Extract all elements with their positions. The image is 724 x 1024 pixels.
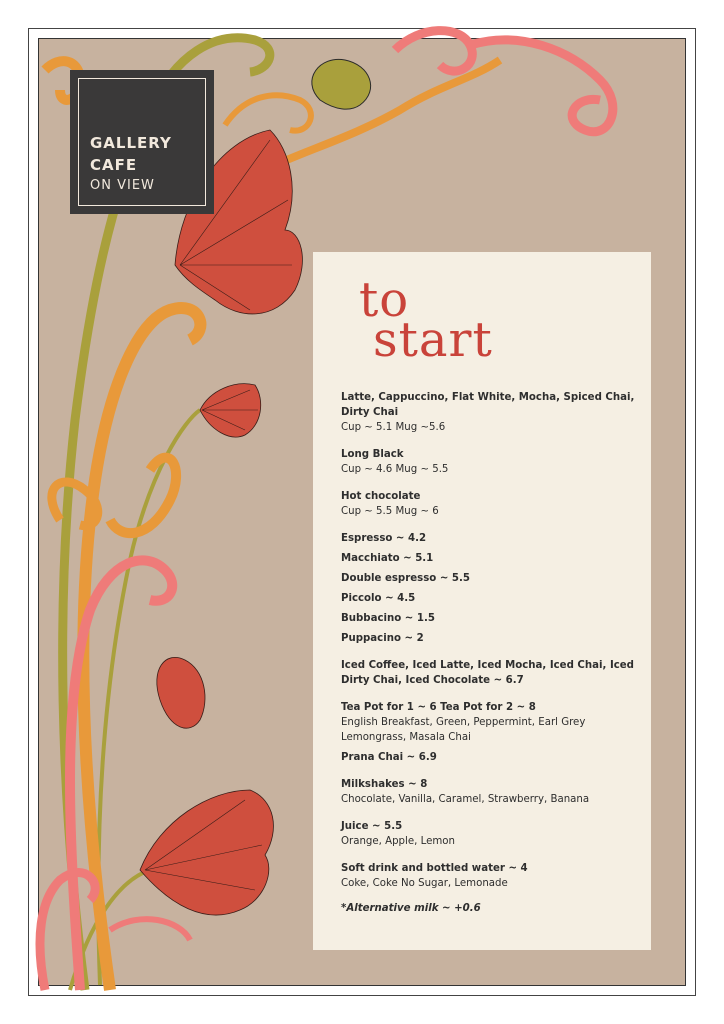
menu-item-name: Latte, Cappuccino, Flat White, Mocha, Spiced Chai, Dirty Chai — [341, 392, 635, 418]
menu-item — [341, 861, 641, 891]
menu-item-name: Milkshakes ~ 8 — [341, 779, 428, 790]
menu-item-name: Hot chocolate — [341, 491, 421, 502]
menu-item-detail: Chocolate, Vanilla, Caramel, Strawberry, Banana — [341, 794, 590, 805]
menu-item — [341, 819, 641, 849]
menu-item — [341, 611, 641, 626]
menu-item-name: Iced Coffee, Iced Latte, Iced Mocha, Iced Chai, Iced Dirty Chai, Iced Chocolate ~ 6.7 — [341, 660, 634, 686]
orange-swirl-low — [110, 458, 176, 534]
menu-item-name: Puppacino ~ 2 — [341, 633, 424, 644]
menu-item — [341, 658, 641, 688]
menu-title — [359, 272, 493, 368]
title-line-2: start — [373, 312, 493, 368]
flower-large-bottom — [140, 790, 273, 915]
menu-item-name: Juice ~ 5.5 — [341, 821, 403, 832]
menu-item-detail: English Breakfast, Green, Peppermint, Earl Grey Lemongrass, Masala Chai — [341, 717, 586, 743]
menu-item — [341, 571, 641, 586]
menu-item — [341, 390, 641, 435]
logo-text — [90, 132, 172, 195]
pink-loop-bottom — [110, 919, 190, 940]
olive-leaf-top — [312, 59, 371, 109]
menu-item — [341, 750, 641, 765]
flower-small-mid — [200, 384, 261, 437]
logo-line-cafe: CAFE — [90, 156, 138, 174]
menu-item — [341, 591, 641, 606]
logo-line-gallery: GALLERY — [90, 134, 172, 152]
menu-item-name: Double espresso ~ 5.5 — [341, 573, 470, 584]
gallery-cafe-logo — [70, 70, 214, 214]
menu-item-detail: Cup ~ 4.6 Mug ~ 5.5 — [341, 464, 449, 475]
menu-item-name: Piccolo ~ 4.5 — [341, 593, 416, 604]
menu-item-detail: Orange, Apple, Lemon — [341, 836, 455, 847]
menu-item — [341, 551, 641, 566]
menu-list — [341, 390, 641, 914]
alternative-milk-note: *Alternative milk ~ +0.6 — [341, 903, 481, 914]
menu-item — [341, 777, 641, 807]
orange-loop-top — [225, 95, 311, 130]
menu-item-detail: Coke, Coke No Sugar, Lemonade — [341, 878, 508, 889]
menu-item-name: Bubbacino ~ 1.5 — [341, 613, 435, 624]
title-line-1: to — [359, 272, 410, 328]
menu-item-name: Soft drink and bottled water ~ 4 — [341, 863, 528, 874]
menu-item — [341, 700, 641, 745]
menu-item — [341, 531, 641, 546]
pink-swirl-top — [395, 31, 613, 132]
menu-panel — [313, 252, 651, 950]
menu-item — [341, 489, 641, 519]
menu-item — [341, 447, 641, 477]
menu-item-name: Macchiato ~ 5.1 — [341, 553, 434, 564]
menu-item-name: Espresso ~ 4.2 — [341, 533, 427, 544]
logo-line-on-view: ON VIEW — [90, 178, 155, 193]
menu-item — [341, 631, 641, 646]
menu-item-name: Long Black — [341, 449, 404, 460]
menu-item-name: Tea Pot for 1 ~ 6 Tea Pot for 2 ~ 8 — [341, 702, 536, 713]
flower-mid-left — [157, 657, 205, 728]
menu-item-name: Prana Chai ~ 6.9 — [341, 752, 437, 763]
menu-item-detail: Cup ~ 5.1 Mug ~5.6 — [341, 422, 446, 433]
menu-item-detail: Cup ~ 5.5 Mug ~ 6 — [341, 506, 439, 517]
